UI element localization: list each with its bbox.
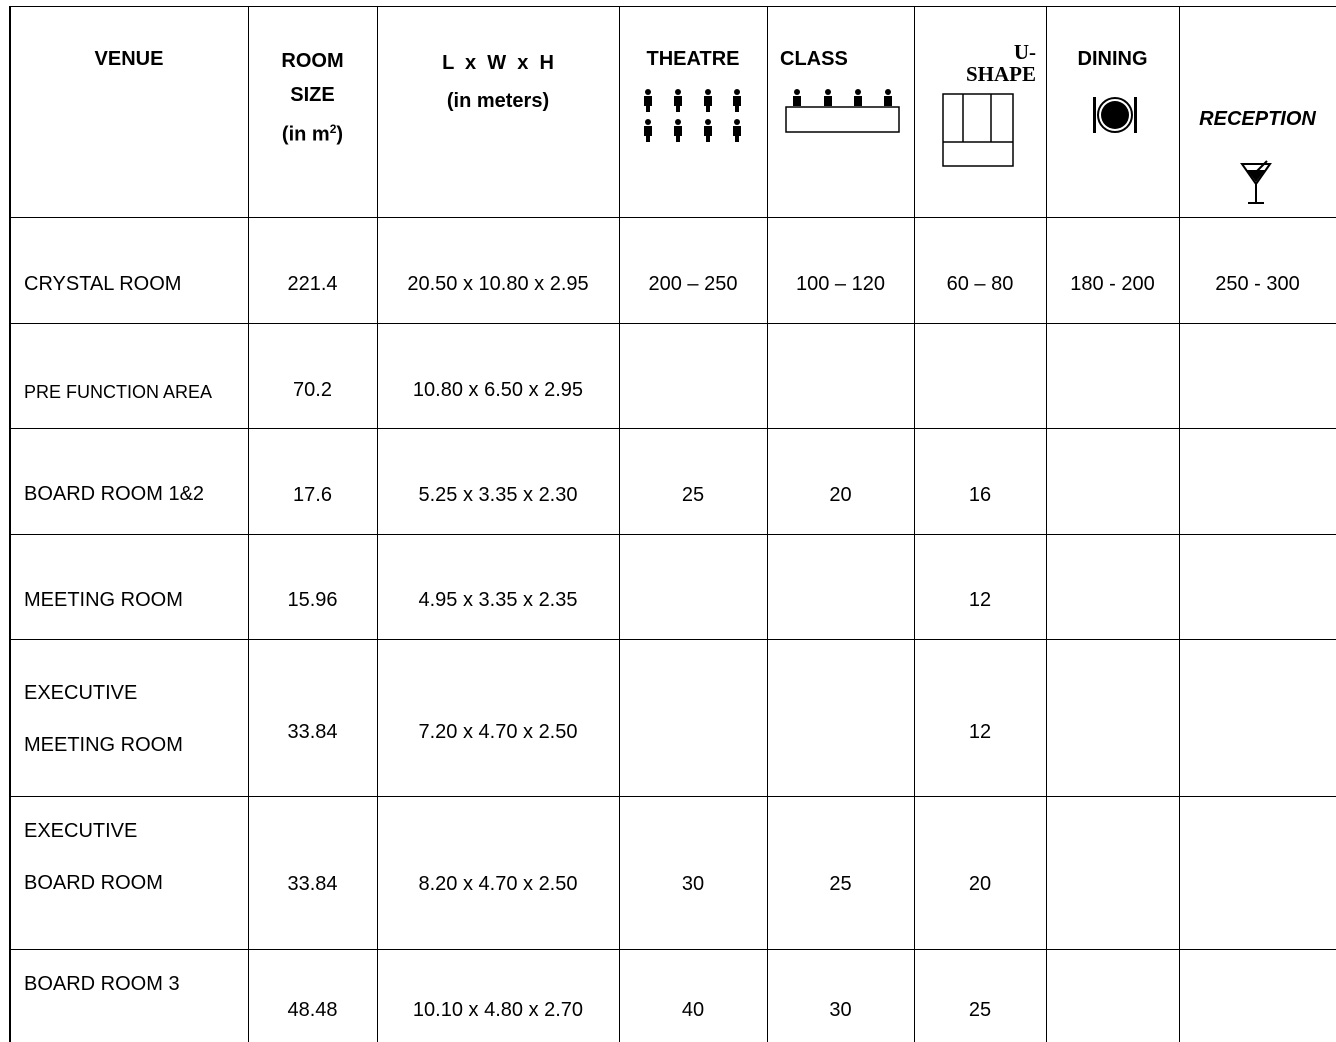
header-theatre: THEATRE — [646, 48, 740, 70]
row-7-theatre: 40 — [681, 999, 705, 1021]
row-3-theatre: 25 — [681, 484, 705, 506]
row-7-class: 30 — [829, 999, 852, 1021]
row-5-size: 33.84 — [287, 721, 338, 743]
row-7-size: 48.48 — [287, 999, 338, 1021]
row-1-theatre: 200 – 250 — [648, 273, 738, 295]
row-7-venue: BOARD ROOM 3 — [24, 973, 180, 995]
header-room-size: ROOM SIZE (in $m^2$) — [281, 50, 344, 146]
row-6-ushape: 20 — [968, 873, 992, 895]
row-3-venue: BOARD ROOM 1&2 — [24, 483, 205, 505]
header-ushape: U- SHAPE — [965, 40, 1036, 86]
row-6-size: 33.84 — [287, 873, 338, 895]
row-2-size: 70.2 — [293, 379, 332, 401]
header-venue: VENUE — [94, 48, 164, 70]
cocktail-glass-icon — [1239, 160, 1273, 210]
row-6-theatre: 30 — [681, 873, 705, 895]
row-5-ushape: 12 — [968, 721, 992, 743]
classroom-seating-icon — [785, 87, 905, 137]
row-1-size: 221.4 — [287, 273, 338, 295]
row-7-dims: 10.10 x 4.80 x 2.70 — [412, 999, 584, 1021]
row-2-venue: PRE FUNCTION AREA — [24, 382, 213, 402]
row-2-dims: 10.80 x 6.50 x 2.95 — [412, 379, 584, 401]
header-dimensions: L x W x H (in meters) — [442, 52, 554, 112]
row-1-venue: CRYSTAL ROOM — [24, 273, 182, 295]
dining-plate-icon — [1091, 95, 1139, 135]
row-4-ushape: 12 — [968, 589, 992, 611]
row-4-venue: MEETING ROOM — [24, 589, 183, 611]
row-4-dims: 4.95 x 3.35 x 2.35 — [418, 589, 578, 611]
row-1-ushape: 60 – 80 — [946, 273, 1014, 295]
row-5-venue: EXECUTIVE MEETING ROOM — [24, 682, 183, 756]
venue-capacity-table — [9, 6, 1336, 1042]
row-1-dining: 180 - 200 — [1070, 273, 1155, 295]
row-6-dims: 8.20 x 4.70 x 2.50 — [418, 873, 578, 895]
row-6-class: 25 — [829, 873, 852, 895]
theatre-seating-icon — [640, 87, 750, 147]
row-3-class: 20 — [829, 484, 852, 506]
row-6-venue: EXECUTIVE BOARD ROOM — [24, 820, 163, 894]
row-3-size: 17.6 — [293, 484, 332, 506]
u-shape-seating-icon — [942, 93, 1017, 168]
row-1-dims: 20.50 x 10.80 x 2.95 — [407, 273, 589, 295]
row-7-ushape: 25 — [968, 999, 992, 1021]
row-3-ushape: 16 — [968, 484, 992, 506]
header-reception: RECEPTION — [1199, 108, 1316, 130]
row-1-class: 100 – 120 — [796, 273, 885, 295]
header-dining: DINING — [1077, 48, 1148, 70]
row-1-reception: 250 - 300 — [1215, 273, 1300, 295]
row-3-dims: 5.25 x 3.35 x 2.30 — [418, 484, 578, 506]
row-4-size: 15.96 — [287, 589, 338, 611]
row-5-dims: 7.20 x 4.70 x 2.50 — [418, 721, 578, 743]
header-class: CLASS — [780, 48, 848, 70]
